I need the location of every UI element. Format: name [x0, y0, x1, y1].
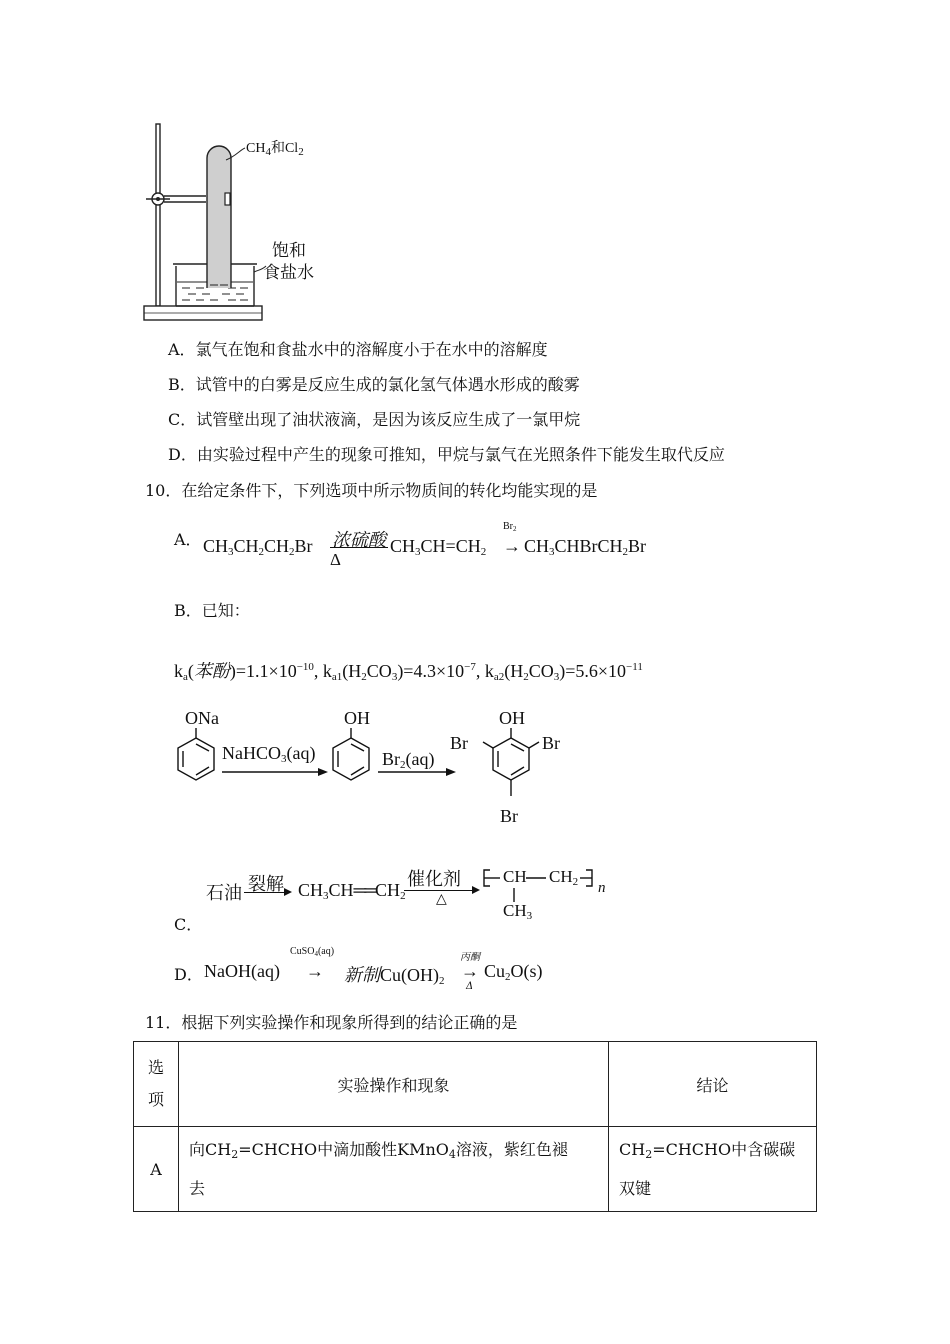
- option-text: 试管中的白雾是反应生成的氯化氢气体遇水形成的酸雾: [195, 375, 580, 394]
- q10-d-arrow1: →: [306, 961, 324, 981]
- q10-b-sub1: ONa: [185, 708, 219, 728]
- q10-b-br-right: Br: [542, 733, 560, 753]
- q10-c-poly-n: n: [598, 880, 606, 896]
- q10-a-cond-bottom: Δ: [330, 550, 341, 569]
- q10-stem: 10．在给定条件下，下列选项中所示物质间的转化均能实现的是: [145, 481, 598, 500]
- header-conclusion: 结论: [609, 1042, 817, 1127]
- q10-b-reagent2: $Br_2(aq)$: [382, 749, 435, 771]
- q9-option-b: [168, 372, 580, 395]
- option-letter: D．: [168, 445, 197, 464]
- q10-c-arrow1-head: [284, 888, 292, 896]
- gas-label-text: 和: [270, 141, 285, 156]
- q10-c-poly-ch2: $CH_2$: [549, 867, 579, 888]
- q10-a-product1: $CH_3CH=CH_2$: [390, 536, 487, 558]
- q10-d-reagent2-bottom: Δ: [466, 981, 474, 992]
- option-letter: A．: [168, 340, 196, 359]
- row-conclusion: $CH_2=CHCHO$中含碳碳 双键: [609, 1127, 817, 1212]
- q10-b-letter-text: B．: [174, 601, 202, 620]
- q10-c-cond2-top: 催化剂: [407, 869, 461, 890]
- q10-c-start: 石油: [206, 883, 242, 904]
- q10-b-br-left: Br: [450, 733, 468, 753]
- table-row: [134, 1127, 817, 1212]
- gas-label: $CH_4$和$Cl_2$: [246, 141, 304, 158]
- q10-c-cond1: 裂解: [248, 874, 284, 895]
- row-operation: 向$CH_2=CHCHO$中滴加酸性KMnO$_4$溶液，紫红色褪 去: [179, 1127, 609, 1212]
- q10-d-arrow2: →: [461, 961, 479, 981]
- option-letter: C．: [168, 410, 197, 429]
- q10-d-product: $Cu_2O(s)$: [484, 961, 543, 983]
- option-text: 氯气在饱和食盐水中的溶解度小于在水中的溶解度: [195, 340, 548, 359]
- q9-option-d: [168, 442, 725, 465]
- q10-b-reagent1: NaHCO$_3$(aq): [222, 743, 316, 765]
- q10-c-polymer: [480, 860, 610, 920]
- q10-a-cond-top: 浓硫酸: [332, 530, 386, 551]
- apparatus-figure: [140, 120, 340, 325]
- header-option: 选 项: [134, 1042, 179, 1127]
- table-header-row: [134, 1042, 817, 1127]
- q10-b-ka-line: $k_a$(苯酚)$=1.1\times 10^{-10}$, $k_{a1}(H_2CO_3)=4.3\times 10^{-7}$, $k_{a2}(H_2CO_3)=5.6\times 10^{-11}$: [174, 661, 643, 683]
- q10-b-letter: [174, 598, 250, 621]
- q10-c-mid: $CH_3CH══CH_2$: [298, 880, 406, 902]
- q10-c-poly-ch3: $CH_3$: [503, 901, 533, 922]
- q9-option-c: [168, 407, 580, 430]
- q10-d-reactant: NaOH(aq): [204, 961, 280, 981]
- q10-a-product2: $CH_3CHBrCH_2Br$: [524, 536, 647, 558]
- header-operation: 实验操作和现象: [179, 1042, 609, 1127]
- solution-label-1: 饱和: [272, 241, 306, 261]
- q10-c-cond2-bottom: △: [436, 892, 447, 907]
- q10-a-arrow-line: [330, 547, 388, 548]
- benzene-ring-3: [483, 728, 539, 796]
- q10-c-arrow2-head: [472, 886, 480, 894]
- q10-a-arrow2: →: [503, 536, 521, 556]
- q10-d-mid: 新制$Cu(OH)_2$: [344, 965, 445, 987]
- option-letter: B．: [168, 375, 196, 394]
- q10-a-letter: A．: [174, 530, 202, 549]
- q10-a-reactant: $CH_3CH_2CH_2Br$: [203, 536, 313, 558]
- benzene-ring-1: [178, 728, 214, 780]
- q9-option-a: [168, 337, 548, 360]
- q11-table: [133, 1041, 817, 1212]
- option-text: 试管壁出现了油状液滴，是因为该反应生成了一氯甲烷: [196, 410, 581, 429]
- q10-d-letter: D．: [174, 965, 203, 984]
- q10-a-equation: [203, 536, 313, 558]
- q10-b-known: 已知：: [201, 601, 250, 620]
- option-text: 由实验过程中产生的现象可推知，甲烷与氯气在光照条件下能发生取代反应: [196, 445, 725, 464]
- q10-d-reagent2-top: 丙酮: [460, 952, 480, 963]
- q10-b-br-bottom: Br: [500, 806, 518, 826]
- row-option: A: [134, 1127, 179, 1212]
- q10-c-poly-ch: CH: [503, 867, 527, 886]
- q10-b-sub2: OH: [344, 708, 370, 728]
- q10-a-reagent2: $Br_2$: [503, 521, 517, 533]
- q10-b-sub3: OH: [499, 708, 525, 728]
- solution-label-2: 食盐水: [263, 263, 314, 283]
- q11-stem: 11．根据下列实验操作和现象所得到的结论正确的是: [145, 1013, 518, 1032]
- q10-c-letter: C．: [174, 915, 203, 934]
- benzene-ring-2: [333, 728, 369, 780]
- q10-c-arrow1: [244, 892, 288, 893]
- q10-d-reagent1: CuSO$_4$(aq): [290, 946, 335, 958]
